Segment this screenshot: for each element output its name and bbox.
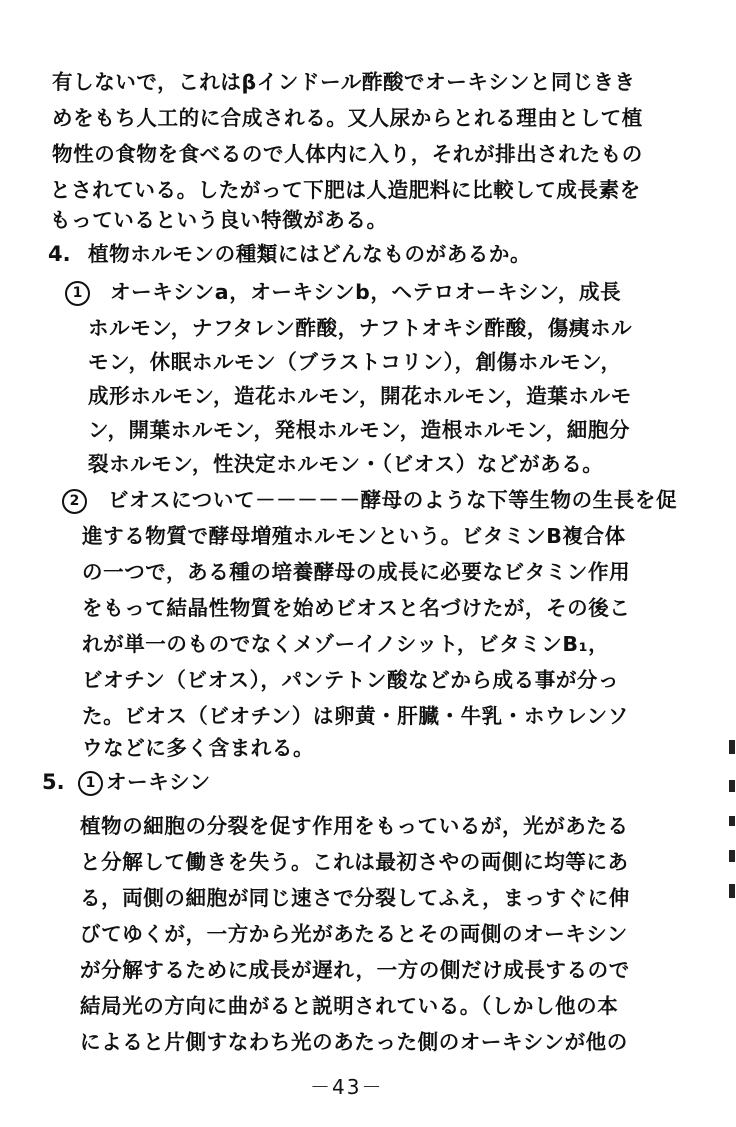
text-line: 進する物質で酵母増殖ホルモンという。ビタミンB複合体 [82, 524, 626, 548]
text-line: ウなどに多く含まれる。 [82, 736, 315, 760]
question-number: 4. [48, 242, 71, 266]
scan-edge-mark [729, 816, 735, 826]
text-line: 植物の細胞の分裂を促す作用をもっているが，光があたる [80, 814, 629, 838]
text-line: 物性の食物を食べるので人体内に入り，それが排出されたもの [52, 142, 643, 166]
text-line: ビオチン（ビオス），パンテトン酸などから成る事が分っ [82, 668, 620, 692]
text-line: モン，休眠ホルモン（ブラストコリン），創傷ホルモン， [88, 350, 622, 374]
scan-edge-mark [729, 850, 735, 862]
page-number: －43－ [310, 1075, 384, 1099]
text-line: る，両側の細胞が同じ速さで分裂してふえ，まっすぐに伸 [80, 886, 630, 910]
text-line: もっているという良い特徴がある。 [50, 208, 388, 232]
question-heading: 植物ホルモンの種類にはどんなものがあるか。 [88, 242, 532, 266]
question-number: 5. [42, 770, 65, 794]
circled-number-marker: 1 [65, 281, 90, 306]
scan-edge-mark [729, 740, 735, 754]
text-line: とされている。したがって下肥は人造肥料に比較して成長素を [50, 178, 641, 202]
text-line: ビオスについて－－－－－酵母のような下等生物の生長を促 [108, 488, 678, 512]
text-line: をもって結晶性物質を始めビオスと名づけたが，その後こ [82, 596, 631, 620]
text-line: と分解して働きを失う。これは最初さやの両側に均等にあ [80, 850, 629, 874]
text-line: オーキシンa，オーキシンb，ヘテロオーキシン，成長 [110, 280, 622, 304]
scan-edge-mark [729, 884, 735, 898]
section-heading: オーキシン [106, 770, 211, 794]
text-line: 結局光の方向に曲がると説明されている。（しかし他の本 [80, 994, 619, 1018]
circled-number-marker: 1 [78, 771, 103, 796]
text-line: が分解するために成長が遅れ，一方の側だけ成長するので [80, 958, 630, 982]
text-line: ホルモン，ナフタレン酢酸，ナフトオキシ酢酸，傷痍ホル [88, 316, 633, 340]
text-line: れが単一のものでなくメゾーイノシット，ビタミンB₁， [82, 632, 610, 656]
text-line: 裂ホルモン，性決定ホルモン・（ビオス）などがある。 [88, 452, 604, 476]
text-line: の一つで，ある種の培養酵母の成長に必要なビタミン作用 [82, 560, 631, 584]
scan-edge-mark [729, 780, 735, 792]
text-line: びてゆくが，一方から光があたるとその両側のオーキシン [80, 922, 628, 946]
text-line: めをもち人工的に合成される。又人尿からとれる理由として植 [52, 106, 643, 130]
text-line: によると片側すなわち光のあたった側のオーキシンが他の [80, 1030, 628, 1054]
text-line: た。ビオス（ビオチン）は卵黄・肝臓・牛乳・ホウレンソ [82, 704, 629, 728]
text-line: ン，開葉ホルモン，発根ホルモン，造根ホルモン，細胞分 [88, 418, 631, 442]
circled-number-marker: 2 [62, 489, 87, 514]
text-line: 有しないで，これはβインドール酢酸でオーキシンと同じきき [52, 70, 636, 94]
text-line: 成形ホルモン，造花ホルモン，開花ホルモン，造葉ホルモ [88, 384, 632, 408]
